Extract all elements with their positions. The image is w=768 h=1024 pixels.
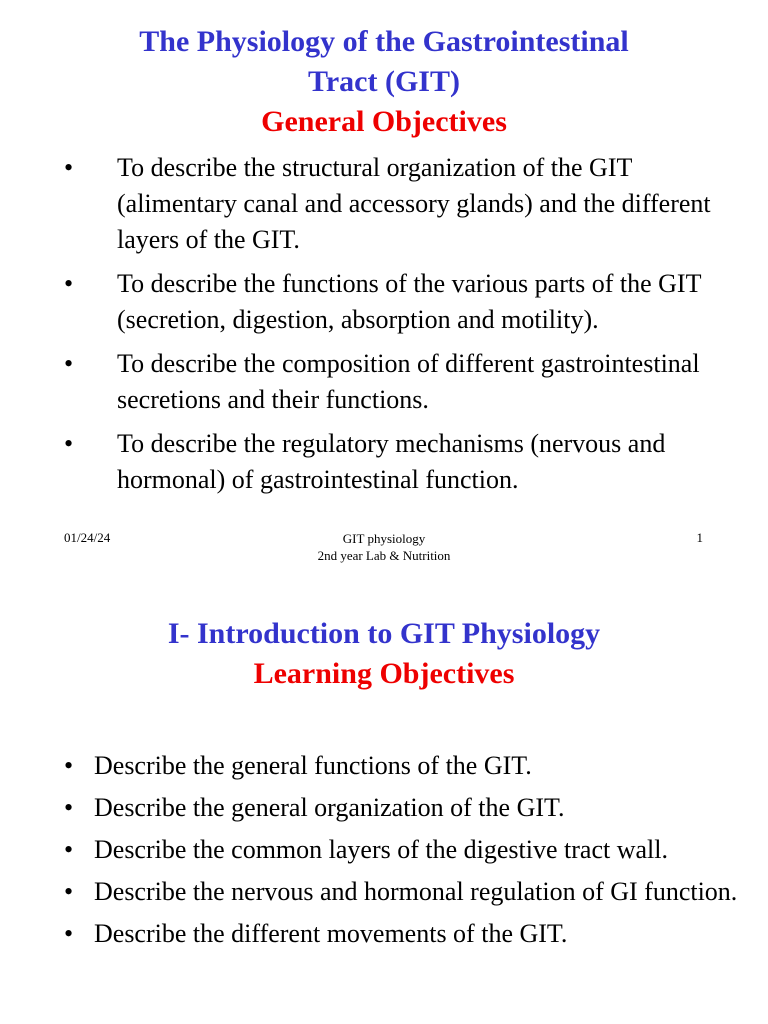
bullet-icon: •	[64, 835, 74, 864]
list-item-text: To describe the structural organization of the GIT (alimentary canal and accessory glands) and the different layers of the GIT.	[117, 153, 711, 254]
list-item-text: Describe the general functions of the GIT.	[94, 751, 532, 780]
list-item	[62, 916, 742, 952]
list-item-text: To describe the regulatory mechanisms (nervous and hormonal) of gastrointestinal function.	[117, 429, 666, 494]
list-item	[62, 832, 742, 868]
slide-2-objectives-list	[62, 748, 742, 958]
slide-1-title-block	[0, 22, 768, 142]
list-item-text: Describe the common layers of the digestive tract wall.	[94, 835, 668, 864]
slide-1-title-line-2: Tract (GIT)	[308, 65, 460, 98]
slide-1-title-line-1: The Physiology of the Gastrointestinal	[139, 25, 629, 58]
slide-2-title-block	[0, 614, 768, 694]
list-item	[62, 790, 742, 826]
list-item	[62, 346, 742, 418]
list-item-text: To describe the functions of the various parts of the GIT (secretion, digestion, absorption and motility).	[117, 269, 701, 334]
slide-1-subtitle: General Objectives	[261, 105, 507, 138]
slide-1-footer	[0, 530, 768, 570]
bullet-icon: •	[64, 793, 74, 822]
footer-page-number: 1	[696, 530, 703, 545]
bullet-icon: •	[64, 919, 74, 948]
footer-date: 01/24/24	[64, 530, 111, 545]
list-item-text: To describe the composition of different gastrointestinal secretions and their functions.	[117, 349, 700, 414]
bullet-icon: •	[64, 751, 74, 780]
list-item	[62, 426, 742, 498]
bullet-icon: •	[64, 269, 74, 298]
slide-2-subtitle: Learning Objectives	[253, 657, 515, 690]
list-item	[62, 150, 742, 258]
list-item-text: Describe the different movements of the GIT.	[94, 919, 568, 948]
list-item-text: Describe the nervous and hormonal regulation of GI function.	[94, 877, 738, 906]
bullet-icon: •	[64, 349, 74, 378]
slide-2-title: I- Introduction to GIT Physiology	[167, 617, 601, 650]
bullet-icon: •	[64, 153, 74, 182]
slide-1-objectives-list	[62, 150, 742, 506]
list-item	[62, 266, 742, 338]
list-item	[62, 874, 742, 910]
list-item	[62, 748, 742, 784]
footer-course-title: GIT physiology	[342, 531, 426, 546]
slide-2	[0, 570, 768, 1024]
bullet-icon: •	[64, 877, 74, 906]
footer-center	[0, 530, 768, 564]
list-item-text: Describe the general organization of the GIT.	[94, 793, 565, 822]
bullet-icon: •	[64, 429, 74, 458]
footer-audience: 2nd year Lab & Nutrition	[317, 548, 451, 563]
